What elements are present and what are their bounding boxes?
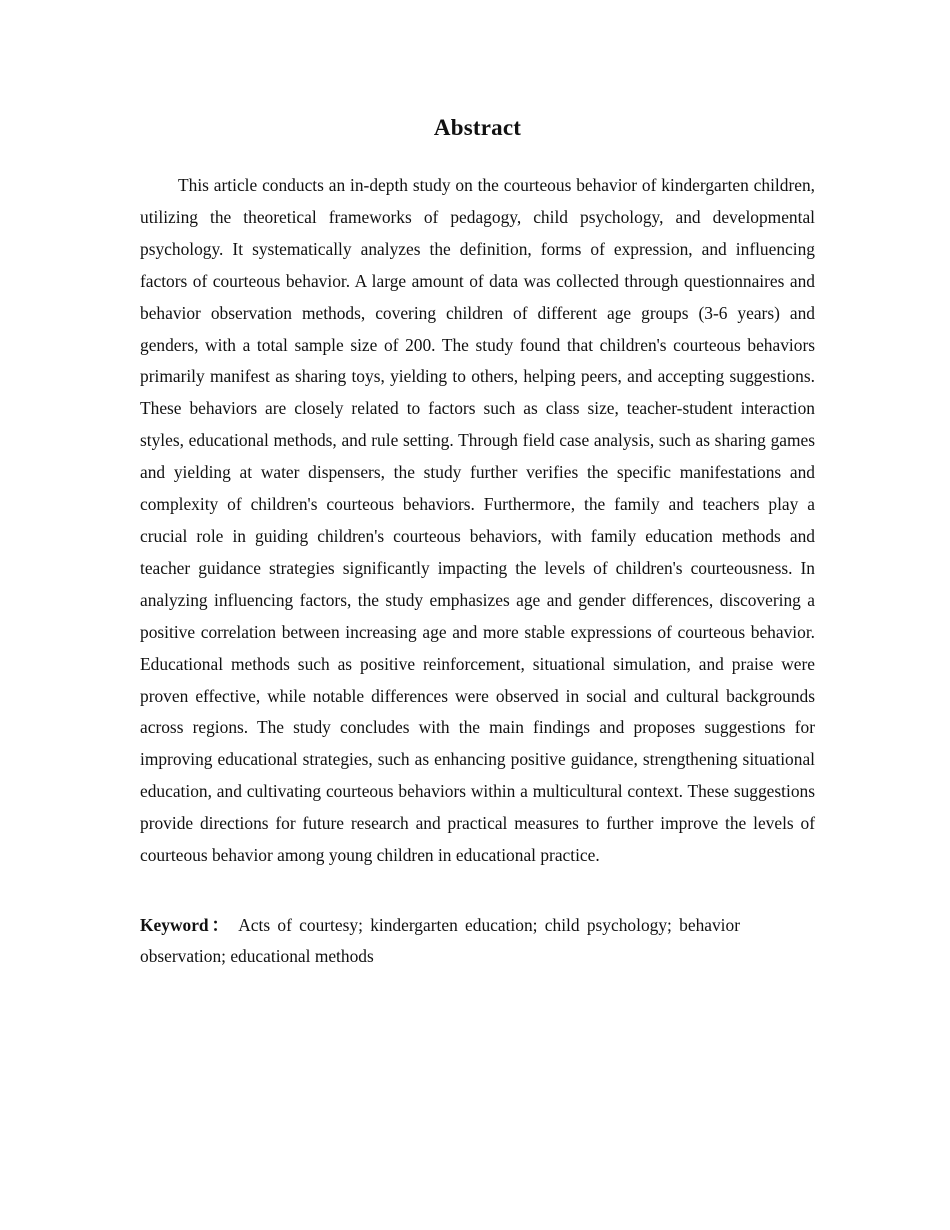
keywords-text: Acts of courtesy; kindergarten education; child psychology; behavior observation; educational methods (140, 914, 740, 966)
abstract-page (140, 112, 815, 972)
abstract-body: This article conducts an in-depth study on the courteous behavior of kindergarten children, utilizing the theoretical frameworks of pedagogy, child psychology, and developmental psychology. It systematically analyzes the definition, forms of expression, and influencing factors of courteous behavior. A large amount of data was collected through questionnaires and behavior observation methods, covering children of different age groups (3-6 years) and genders, with a total sample size of 200. The study found that children's courteous behaviors primarily manifest as sharing toys, yielding to others, helping peers, and accepting suggestions. These behaviors are closely related to factors such as class size, teacher-student interaction styles, educational methods, and rule setting. Through field case analysis, such as sharing games and yielding at water dispensers, the study further verifies the specific manifestations and complexity of children's courteous behaviors. Furthermore, the family and teachers play a crucial role in guiding children's courteous behaviors, with family education methods and teacher guidance strategies significantly impacting the levels of children's courteousness. In analyzing influencing factors, the study emphasizes age and gender differences, discovering a positive correlation between increasing age and more stable expressions of courteous behavior. Educational methods such as positive reinforcement, situational simulation, and praise were proven effective, while notable differences were observed in social and cultural backgrounds across regions. The study concludes with the main findings and proposes suggestions for improving educational strategies, such as enhancing positive guidance, strengthening situational education, and cultivating courteous behaviors within a multicultural context. These suggestions provide directions for future research and practical measures to further improve the levels of courteous behavior among young children in educational practice. (140, 175, 815, 866)
keywords-label: Keyword： (140, 914, 232, 935)
abstract-title: Abstract (433, 115, 522, 140)
keywords-line (140, 910, 740, 972)
